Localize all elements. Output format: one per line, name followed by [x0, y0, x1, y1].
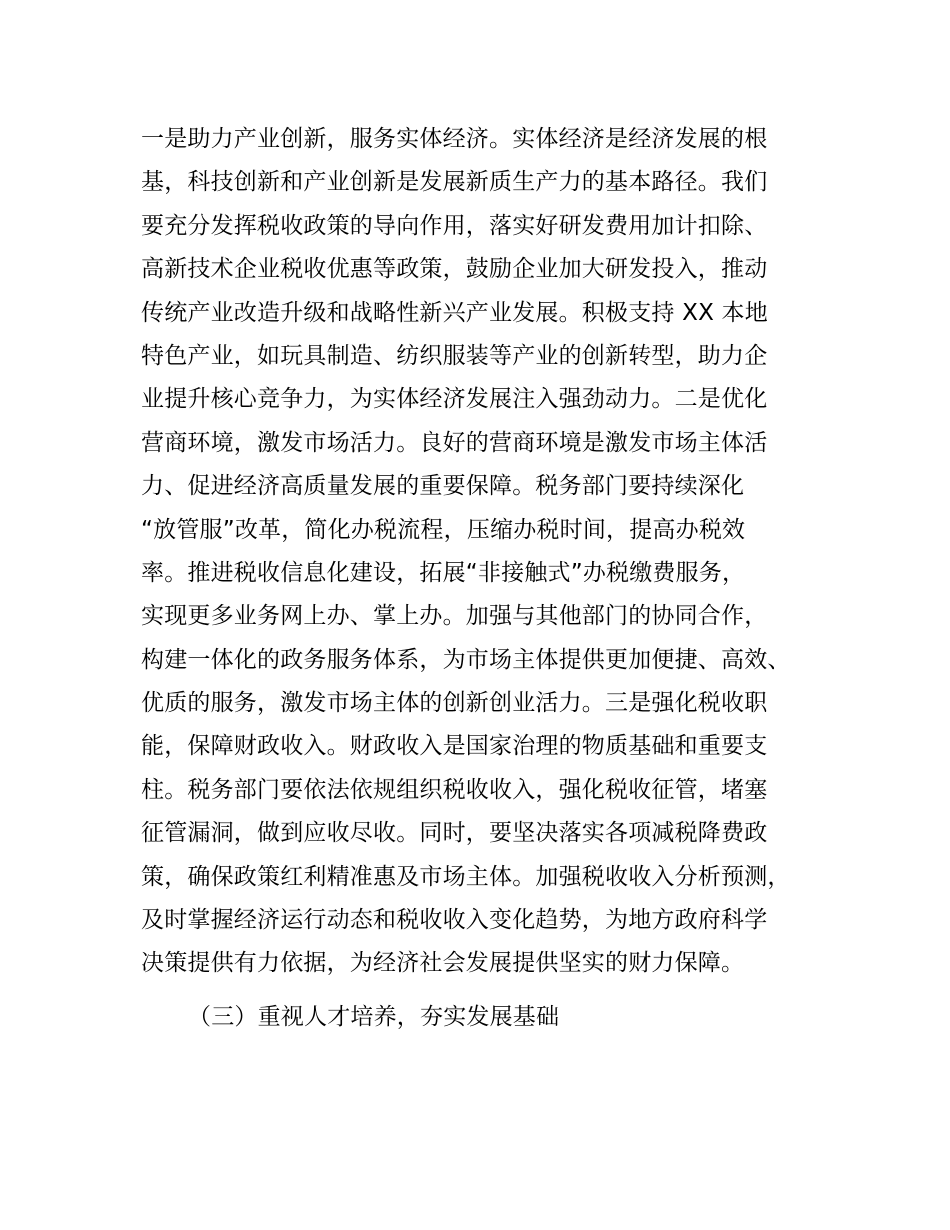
paragraph-line: 力、促进经济高质量发展的重要保障。税务部门要持续深化	[141, 473, 745, 500]
paragraph-line: 要充分发挥税收政策的导向作用，落实好研发费用加计扣除、	[141, 212, 768, 239]
paragraph-line: 柱。税务部门要依法依规组织税收收入，强化税收征管，堵塞	[141, 776, 768, 803]
paragraph-line: 策，确保政策红利精准惠及市场主体。加强税收收入分析预测，	[141, 863, 791, 890]
section-heading: （三）重视人才培养，夯实发展基础	[188, 1004, 560, 1030]
paragraph-line: 构建一体化的政务服务体系，为市场主体提供更加便捷、高效、	[141, 646, 791, 673]
paragraph-line: 特色产业，如玩具制造、纺织服装等产业的创新转型，助力企	[141, 342, 768, 369]
paragraph-line: 高新技术企业税收优惠等政策，鼓励企业加大研发投入，推动	[141, 256, 768, 283]
paragraph-line: 征管漏洞，做到应收尽收。同时，要坚决落实各项减税降费政	[141, 820, 768, 847]
paragraph-line: 决策提供有力依据，为经济社会发展提供坚实的财力保障。	[141, 950, 745, 977]
paragraph-line: 率。推进税收信息化建设，拓展“非接触式”办税缴费服务，	[141, 559, 746, 586]
paragraph-line: 基，科技创新和产业创新是发展新质生产力的基本路径。我们	[141, 169, 768, 196]
paragraph-line: 优质的服务，激发市场主体的创新创业活力。三是强化税收职	[141, 690, 768, 717]
paragraph-line: 能，保障财政收入。财政收入是国家治理的物质基础和重要支	[141, 733, 768, 760]
body-paragraph	[141, 118, 841, 986]
paragraph-line: 实现更多业务网上办、掌上办。加强与其他部门的协同合作，	[141, 603, 768, 630]
paragraph-line: 一是助力产业创新，服务实体经济。实体经济是经济发展的根	[141, 126, 768, 152]
paragraph-line: “放管服”改革，简化办税流程，压缩办税时间，提高办税效	[141, 516, 746, 543]
paragraph-line: 营商环境，激发市场活力。良好的营商环境是激发市场主体活	[141, 429, 768, 456]
paragraph-line: 及时掌握经济运行动态和税收收入变化趋势，为地方政府科学	[141, 907, 768, 934]
paragraph-line: 传统产业改造升级和战略性新兴产业发展。积极支持 XX 本地	[141, 299, 768, 326]
paragraph-line: 业提升核心竞争力，为实体经济发展注入强劲动力。二是优化	[141, 386, 768, 413]
